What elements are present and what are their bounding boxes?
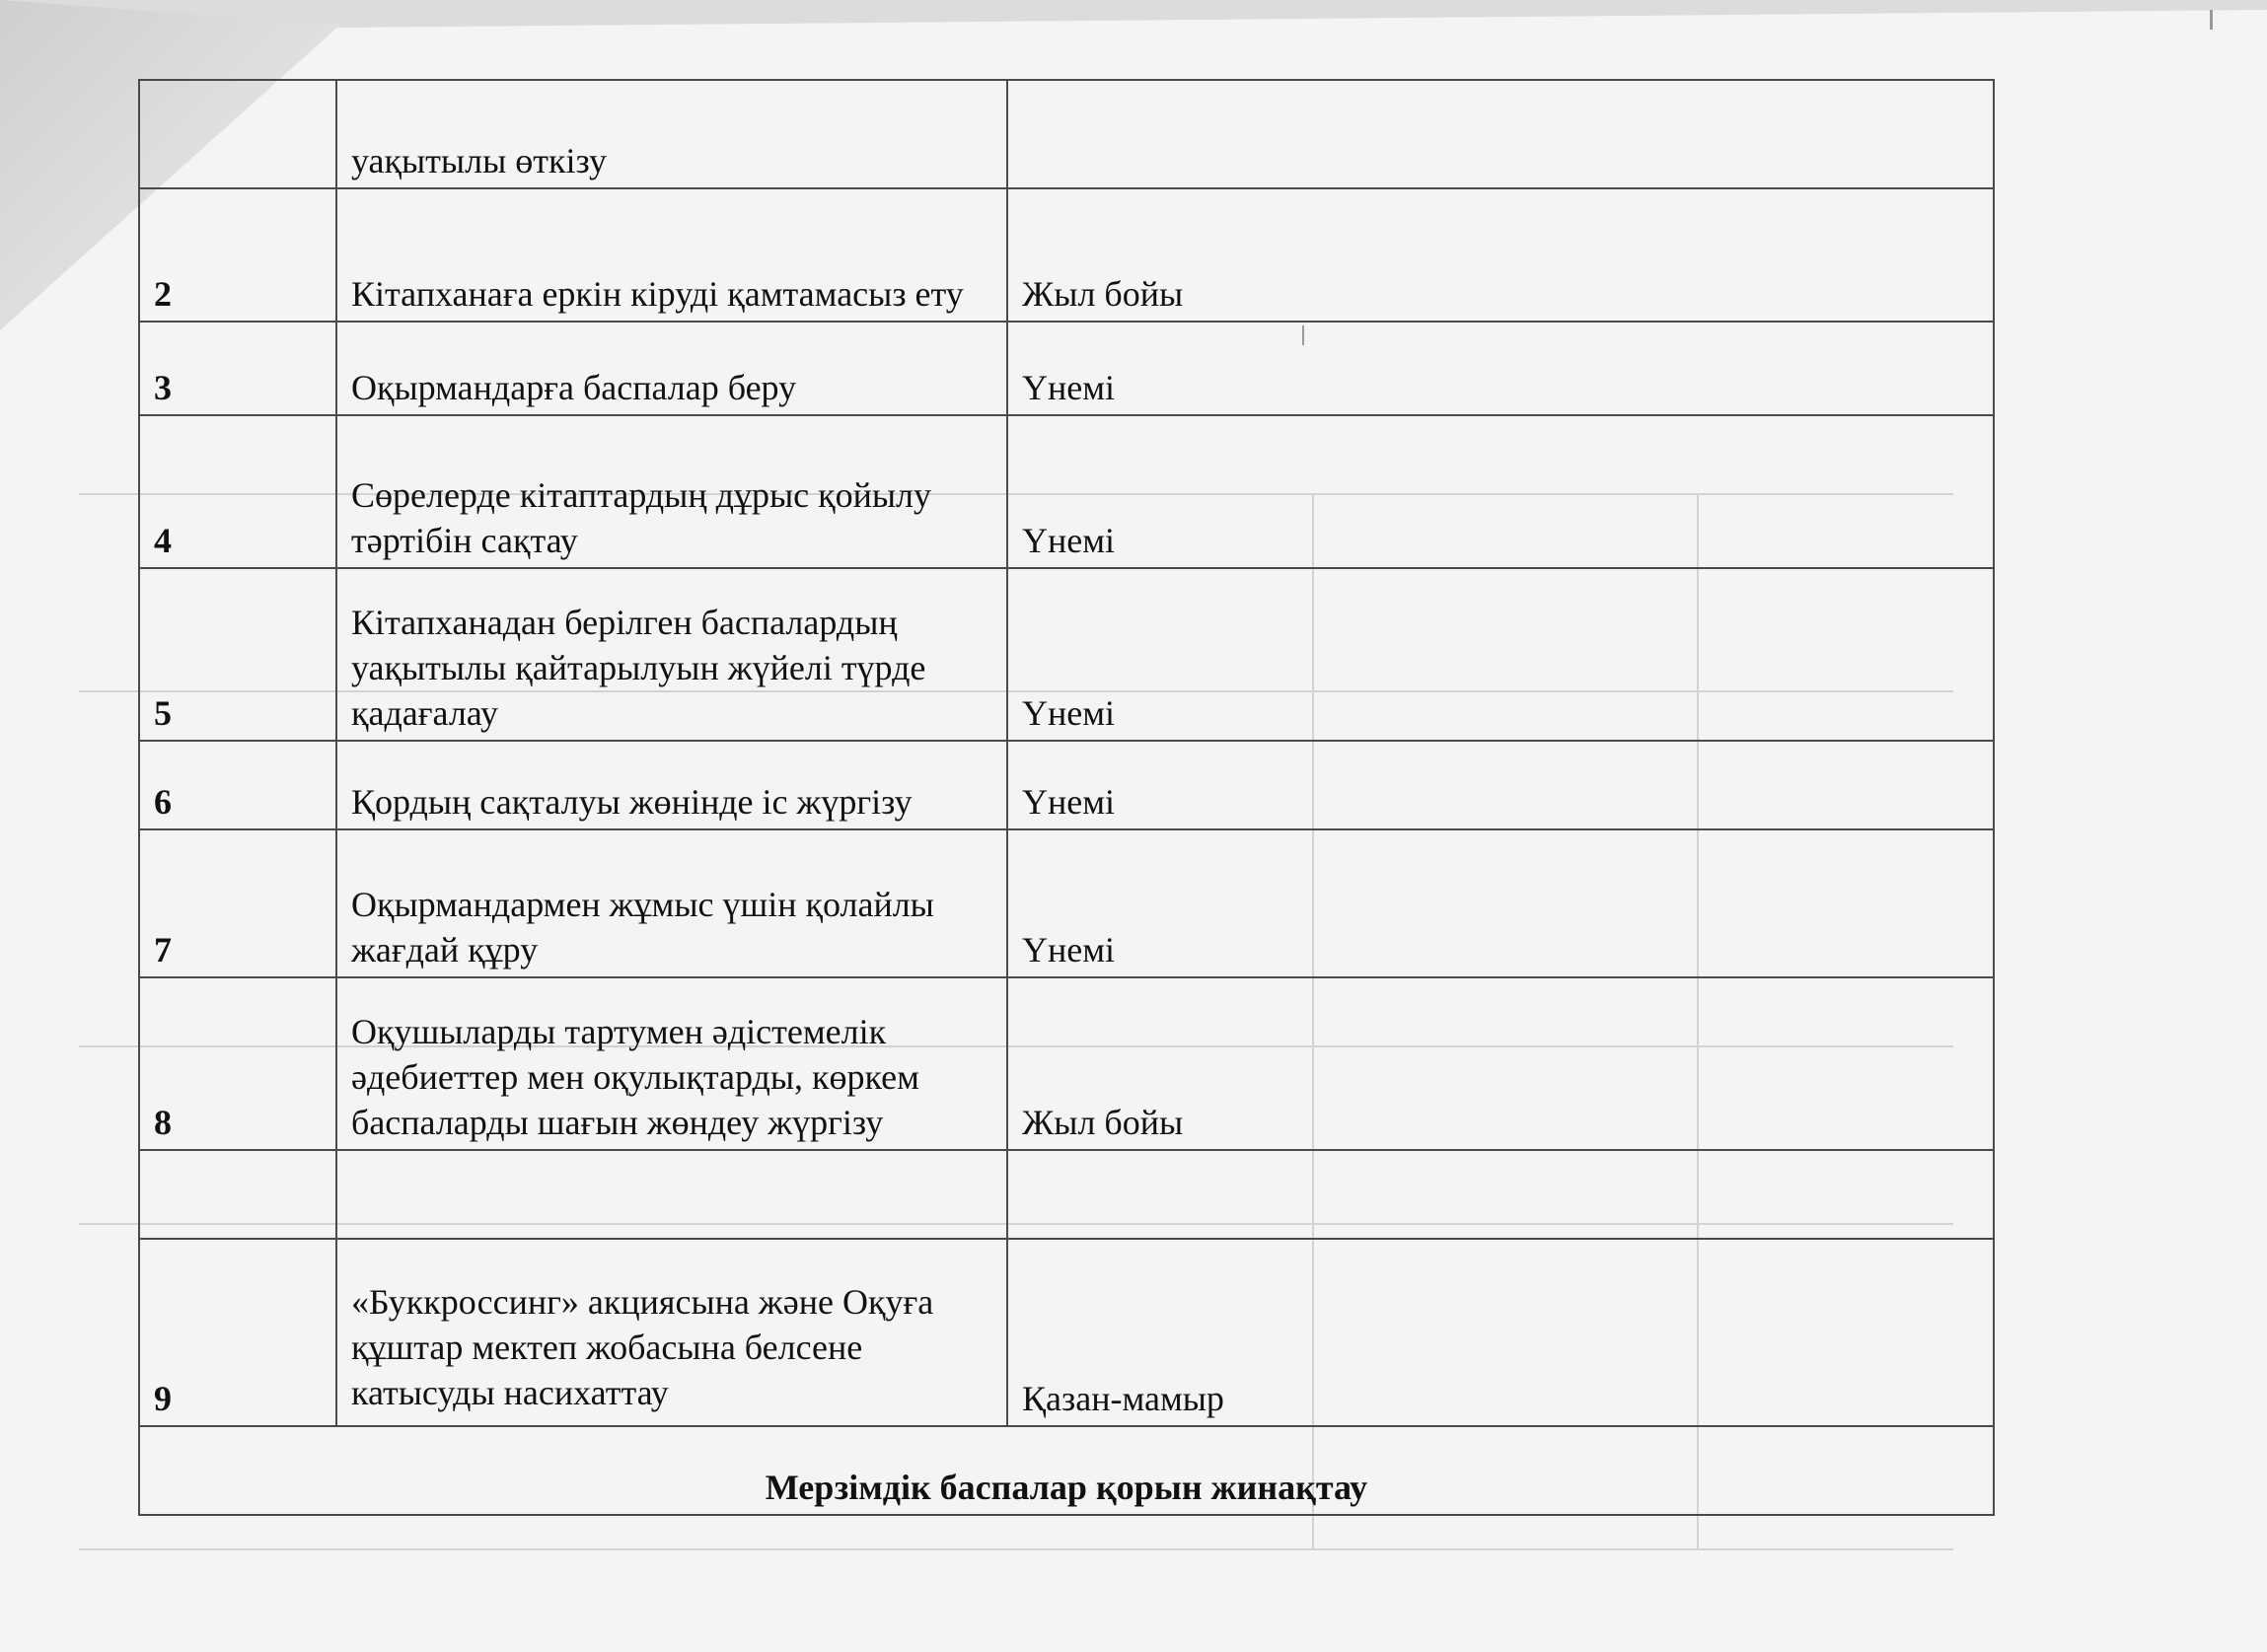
activity-cell: Оқырмандарға баспалар беру [336, 322, 1007, 415]
table-row [139, 188, 1994, 322]
activity-cell: Қордың сақталуы жөнінде іс жүргізу [336, 741, 1007, 829]
scan-mark [1302, 325, 1304, 345]
activity-cell: Кітапханадан берілген баспалардың уақытылы қайтарылуын жүйелі түрде қадағалау [336, 568, 1007, 741]
table-row [139, 322, 1994, 415]
row-number: 6 [139, 741, 336, 829]
period-cell: Үнемі [1007, 741, 1994, 829]
table-row [139, 977, 1994, 1150]
table-row [139, 568, 1994, 741]
row-number: 9 [139, 1239, 336, 1426]
activity-cell: Сөрелерде кітаптардың дұрыс қойылу тәртібін сақтау [336, 415, 1007, 568]
activity-cell: уақытылы өткізу [336, 80, 1007, 188]
row-number: 7 [139, 829, 336, 977]
table-row [139, 1150, 1994, 1239]
activity-cell: Кітапханаға еркін кіруді қамтамасыз ету [336, 188, 1007, 322]
row-number: 4 [139, 415, 336, 568]
period-cell: Қазан-мамыр [1007, 1239, 1994, 1426]
row-number: 8 [139, 977, 336, 1150]
table-row [139, 1426, 1994, 1515]
row-number: 5 [139, 568, 336, 741]
period-cell: Үнемі [1007, 415, 1994, 568]
activity-cell: Оқушыларды тартумен әдістемелік әдебиеттер мен оқулықтарды, көркем баспаларды шағын жөндеу жүргізу [336, 977, 1007, 1150]
row-number: 3 [139, 322, 336, 415]
table-row [139, 741, 1994, 829]
period-cell: Үнемі [1007, 829, 1994, 977]
section-heading: Мерзімдік баспалар қорын жинақтау [139, 1426, 1994, 1515]
activity-cell: «Буккроссинг» акциясына және Оқуға құштар мектеп жобасына белсене катысуды насихаттау [336, 1239, 1007, 1426]
bleed-through-line [79, 1548, 1953, 1550]
table-row [139, 829, 1994, 977]
empty-cell [139, 1150, 336, 1239]
period-cell: Үнемі [1007, 322, 1994, 415]
scan-mark [2210, 10, 2213, 30]
period-cell: Жыл бойы [1007, 188, 1994, 322]
activity-cell: Оқырмандармен жұмыс үшін қолайлы жағдай құру [336, 829, 1007, 977]
row-number [139, 80, 336, 188]
empty-cell [336, 1150, 1007, 1239]
period-cell: Үнемі [1007, 568, 1994, 741]
table-row [139, 80, 1994, 188]
table-row [139, 1239, 1994, 1426]
period-cell: Жыл бойы [1007, 977, 1994, 1150]
table-row [139, 415, 1994, 568]
empty-cell [1007, 1150, 1994, 1239]
period-cell [1007, 80, 1994, 188]
activity-table [138, 79, 1995, 1516]
row-number: 2 [139, 188, 336, 322]
